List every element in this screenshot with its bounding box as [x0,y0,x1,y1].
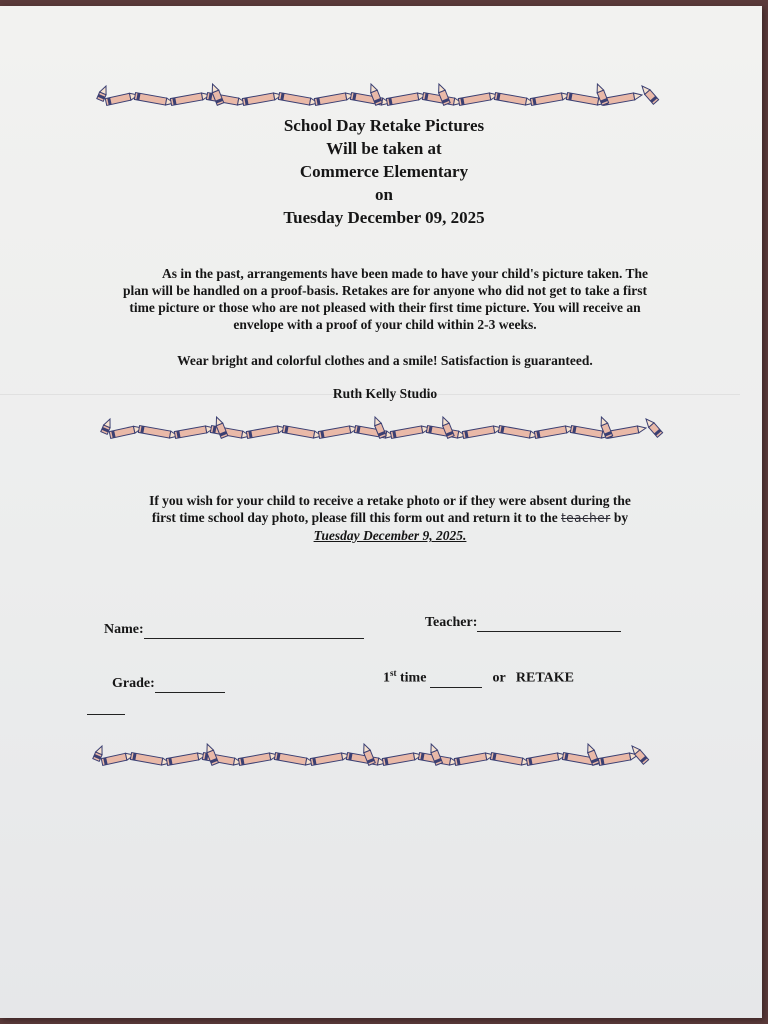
pencil-icon [314,92,354,106]
first-time-sup: st [390,668,397,678]
pencil-icon [282,426,322,440]
teacher-label: Teacher: [425,615,478,630]
teacher-blank[interactable] [477,615,621,632]
pencil-icon [598,752,638,766]
pencil-icon [454,752,494,766]
pencil-icon [530,92,570,106]
return-deadline: Tuesday December 9, 2025. [313,528,467,543]
name-field[interactable] [104,622,364,639]
instructions-line-2 [60,509,720,527]
info-paragraph [60,265,710,333]
grade-blank[interactable] [155,676,225,693]
picture-type-field[interactable] [383,668,574,688]
para-line-3: time picture or those who are not pleased with their first time picture. You will receive an [129,300,641,315]
form-instructions [60,492,720,544]
retake-blank[interactable] [87,714,125,715]
pencil-icon [643,417,662,438]
para-line-4: envelope with a proof of your child within 2-3 weeks. [233,317,537,332]
flyer-page [0,6,762,1018]
pencil-icon [526,752,566,766]
pencil-icon [602,92,642,106]
pencil-icon [354,426,394,440]
pencil-icon [130,753,170,767]
instructions-by: by [613,510,629,525]
pencil-icon [462,425,502,439]
teacher-field[interactable] [425,615,621,632]
grade-field[interactable] [112,676,225,693]
pencil-icon [490,753,530,767]
header-line-4: on [375,185,393,204]
pencil-icon [134,93,174,107]
pencil-icon [210,426,250,440]
pencil-icon [386,92,426,106]
first-time-num: 1 [383,670,390,686]
pencil-icon [109,425,142,439]
pencil-icon [458,92,498,106]
header-line-3: Commerce Elementary [299,162,469,181]
name-blank[interactable] [144,622,364,639]
pencil-icon [166,752,206,766]
pencil-icon [498,426,538,440]
pencil-icon [534,425,574,439]
pencil-icon [105,92,138,106]
pencil-icon [310,752,350,766]
para-line-1: As in the past, arrangements have been made to have your child's picture taken. The [161,266,648,281]
first-time-blank[interactable] [430,671,482,688]
name-label: Name: [104,622,144,637]
dress-tip: Wear bright and colorful clothes and a smile! Satisfaction is guaranteed. [177,353,593,368]
first-time-label: time [400,670,427,686]
pencil-icon [206,93,246,107]
pencil-icon [606,425,646,439]
header-line-1: School Day Retake Pictures [283,116,485,135]
pencil-icon [318,425,358,439]
pencil-icon [390,425,430,439]
pencil-border-icon [100,409,666,445]
pencil-icon [350,93,390,107]
pencil-icon [101,752,134,766]
retake-label: RETAKE [515,670,574,686]
pencil-icon [174,425,214,439]
or-label: or [492,670,506,686]
pencil-icon [639,84,658,105]
grade-label: Grade: [112,676,155,691]
pencil-icon [382,752,422,766]
instructions-line-1: If you wish for your child to receive a retake photo or if they were absent during the [149,493,631,508]
pencil-icon [242,92,282,106]
instructions-line-2-text: first time school day photo, please fill this form out and return it to the [151,510,558,525]
pencil-border-icon [96,76,662,112]
header-date: Tuesday December 09, 2025 [283,208,485,227]
pencil-icon [138,426,178,440]
pencil-border-icon [92,734,652,774]
studio-name: Ruth Kelly Studio [332,386,438,401]
para-line-2: plan will be handled on a proof-basis. Retakes are for anyone who did not get to take a first [123,283,647,298]
pencil-icon [278,93,318,107]
pencil-icon [238,752,278,766]
pencil-icon [246,425,286,439]
pencil-icon [274,753,314,767]
header-line-2: Will be taken at [326,139,442,158]
pencil-icon [494,93,534,107]
handwritten-teacher: teacher [561,511,611,525]
pencil-icon [170,92,210,106]
